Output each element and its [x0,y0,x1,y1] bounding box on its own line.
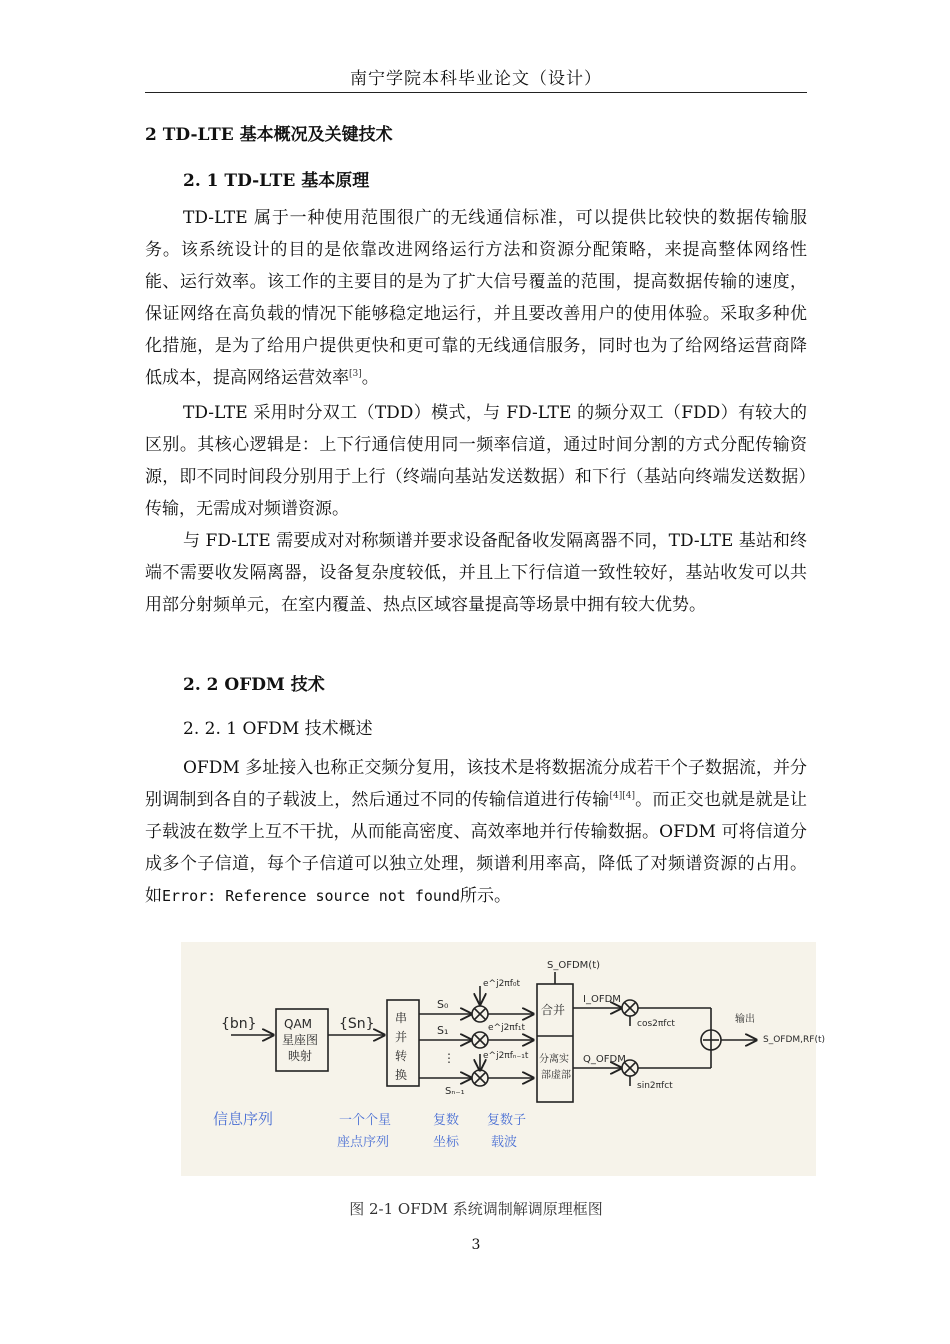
dots-label: ⋮ [443,1051,455,1065]
paragraph-4-text2: 。而正交也就是就是让子载波在数学上互不干扰，从而能高密度、高效率地并行传输数据。OFDM 可将信道分成多个子信道，每个子信道可以独立处理，频谱利用率高，降低了对频谱资源的占用。如 [145,790,808,906]
note-info-sequence: 信息序列 [213,1110,274,1128]
s0-label: S₀ [437,998,449,1011]
running-header: 南宁学院本科毕业论文（设计） [350,69,602,89]
note-subcarrier-2: 载波 [491,1135,518,1150]
s1-label: S₁ [437,1024,449,1037]
note-constellation-2: 座点序列 [337,1135,390,1150]
paragraph-3: 与 FD-LTE 需要成对对称频谱并要求设备配备收发隔离器不同，TD-LTE 基站和终端不需要收发隔离器，设备复杂度较低，并且上下行信道一致性较好，基站收发可以共用部分射频单元，在室内覆盖、热点区域容量提高等场景中拥有较大优势。 [145,531,807,615]
paragraph-1-text: TD-LTE 属于一种使用范围很广的无线通信标准，可以提供比较快的数据传输服务。该系统设计的目的是依靠改进网络运行方法和资源分配策略，来提高整体网络性能、运行效率。该工作的主要目的是为了扩大信号覆盖的范围，提高数据传输的速度，保证网络在高负载的情况下能够稳定地运行，并且要改善用户的使用体验。采取多种优化措施，是为了给用户提供更快和更可靠的无线通信服务，同时也为了给网络运营商降低成本，提高网络运营效率 [145,208,807,388]
sp-label-1: 串 [395,1011,408,1025]
qam-label-3: 映射 [288,1049,313,1063]
paragraph-4-text: OFDM 多址接入也称正交频分复用，该技术是将数据流分成若干个子数据流，并分别调制到各自的子载波上，然后通过不同的传输信道进行传输 [145,758,807,810]
reference-error: Error: Reference source not found [162,887,461,905]
note-complex-2: 坐标 [433,1135,460,1150]
subsection-heading-2-1: 2. 1 TD-LTE 基本原理 [183,171,370,191]
note-constellation-1: 一个个星 [339,1113,392,1128]
note-complex-1: 复数 [433,1113,460,1128]
citation-4: [4][4] [609,791,635,801]
carrier-0: e^j2πf₀t [483,979,521,989]
output-tag: 输出 [735,1014,755,1025]
sn-label: {Sn} [339,1016,375,1032]
subsubsection-heading-2-2-1: 2. 2. 1 OFDM 技术概述 [183,719,373,739]
combiner-bottom-label-2: 部虚部 [541,1070,571,1081]
header-rule [145,92,807,93]
note-subcarrier-1: 复数子 [487,1113,527,1128]
carrier-1: e^j2πf₁t [488,1023,526,1033]
paragraph-1 [145,202,807,394]
cos-label: cos2πfct [637,1019,675,1029]
section-heading: 2 TD-LTE 基本概况及关键技术 [145,125,393,145]
citation-3: [3] [349,369,362,379]
qofdm-label: Q_OFDM [583,1054,626,1065]
sp-label-2: 并 [395,1030,408,1044]
ofdm-diagram-figure [181,942,826,1176]
output-label: S_OFDM,RF(t) [763,1035,826,1045]
sp-label-4: 换 [395,1068,408,1082]
qam-label-2: 星座图 [282,1033,319,1047]
combiner-box [537,984,573,1102]
qam-label-1: QAM [284,1017,313,1031]
page-number: 3 [471,1237,481,1253]
sin-label: sin2πfct [637,1081,673,1091]
figure-caption: 图 2-1 OFDM 系统调制解调原理框图 [349,1200,603,1218]
sofdm-label: S_OFDM(t) [547,960,601,971]
paragraph-1-end: 。 [361,368,379,388]
sn1-label: Sₙ₋₁ [445,1086,465,1097]
paragraph-4 [145,752,807,912]
input-label: {bn} [221,1016,257,1032]
combiner-top-label: 合并 [541,1003,566,1017]
iofdm-label: I_OFDM [583,994,621,1005]
combiner-bottom-label-1: 分离实 [539,1054,569,1065]
paragraph-2: TD-LTE 采用时分双工（TDD）模式，与 FD-LTE 的频分双工（FDD）有较大的区别。其核心逻辑是：上下行通信使用同一频率信道，通过时间分割的方式分配传输资源，即不同时间段分别用于上行（终端向基站发送数据）和下行（基站向终端发送数据）传输，无需成对频谱资源。 [145,403,807,519]
carrier-n: e^j2πfₙ₋₁t [483,1051,529,1061]
sp-label-3: 转 [395,1049,408,1063]
paragraph-4-end: 所示。 [460,886,512,906]
ofdm-block-diagram [181,942,826,1176]
subsection-heading-2-2: 2. 2 OFDM 技术 [183,675,325,695]
